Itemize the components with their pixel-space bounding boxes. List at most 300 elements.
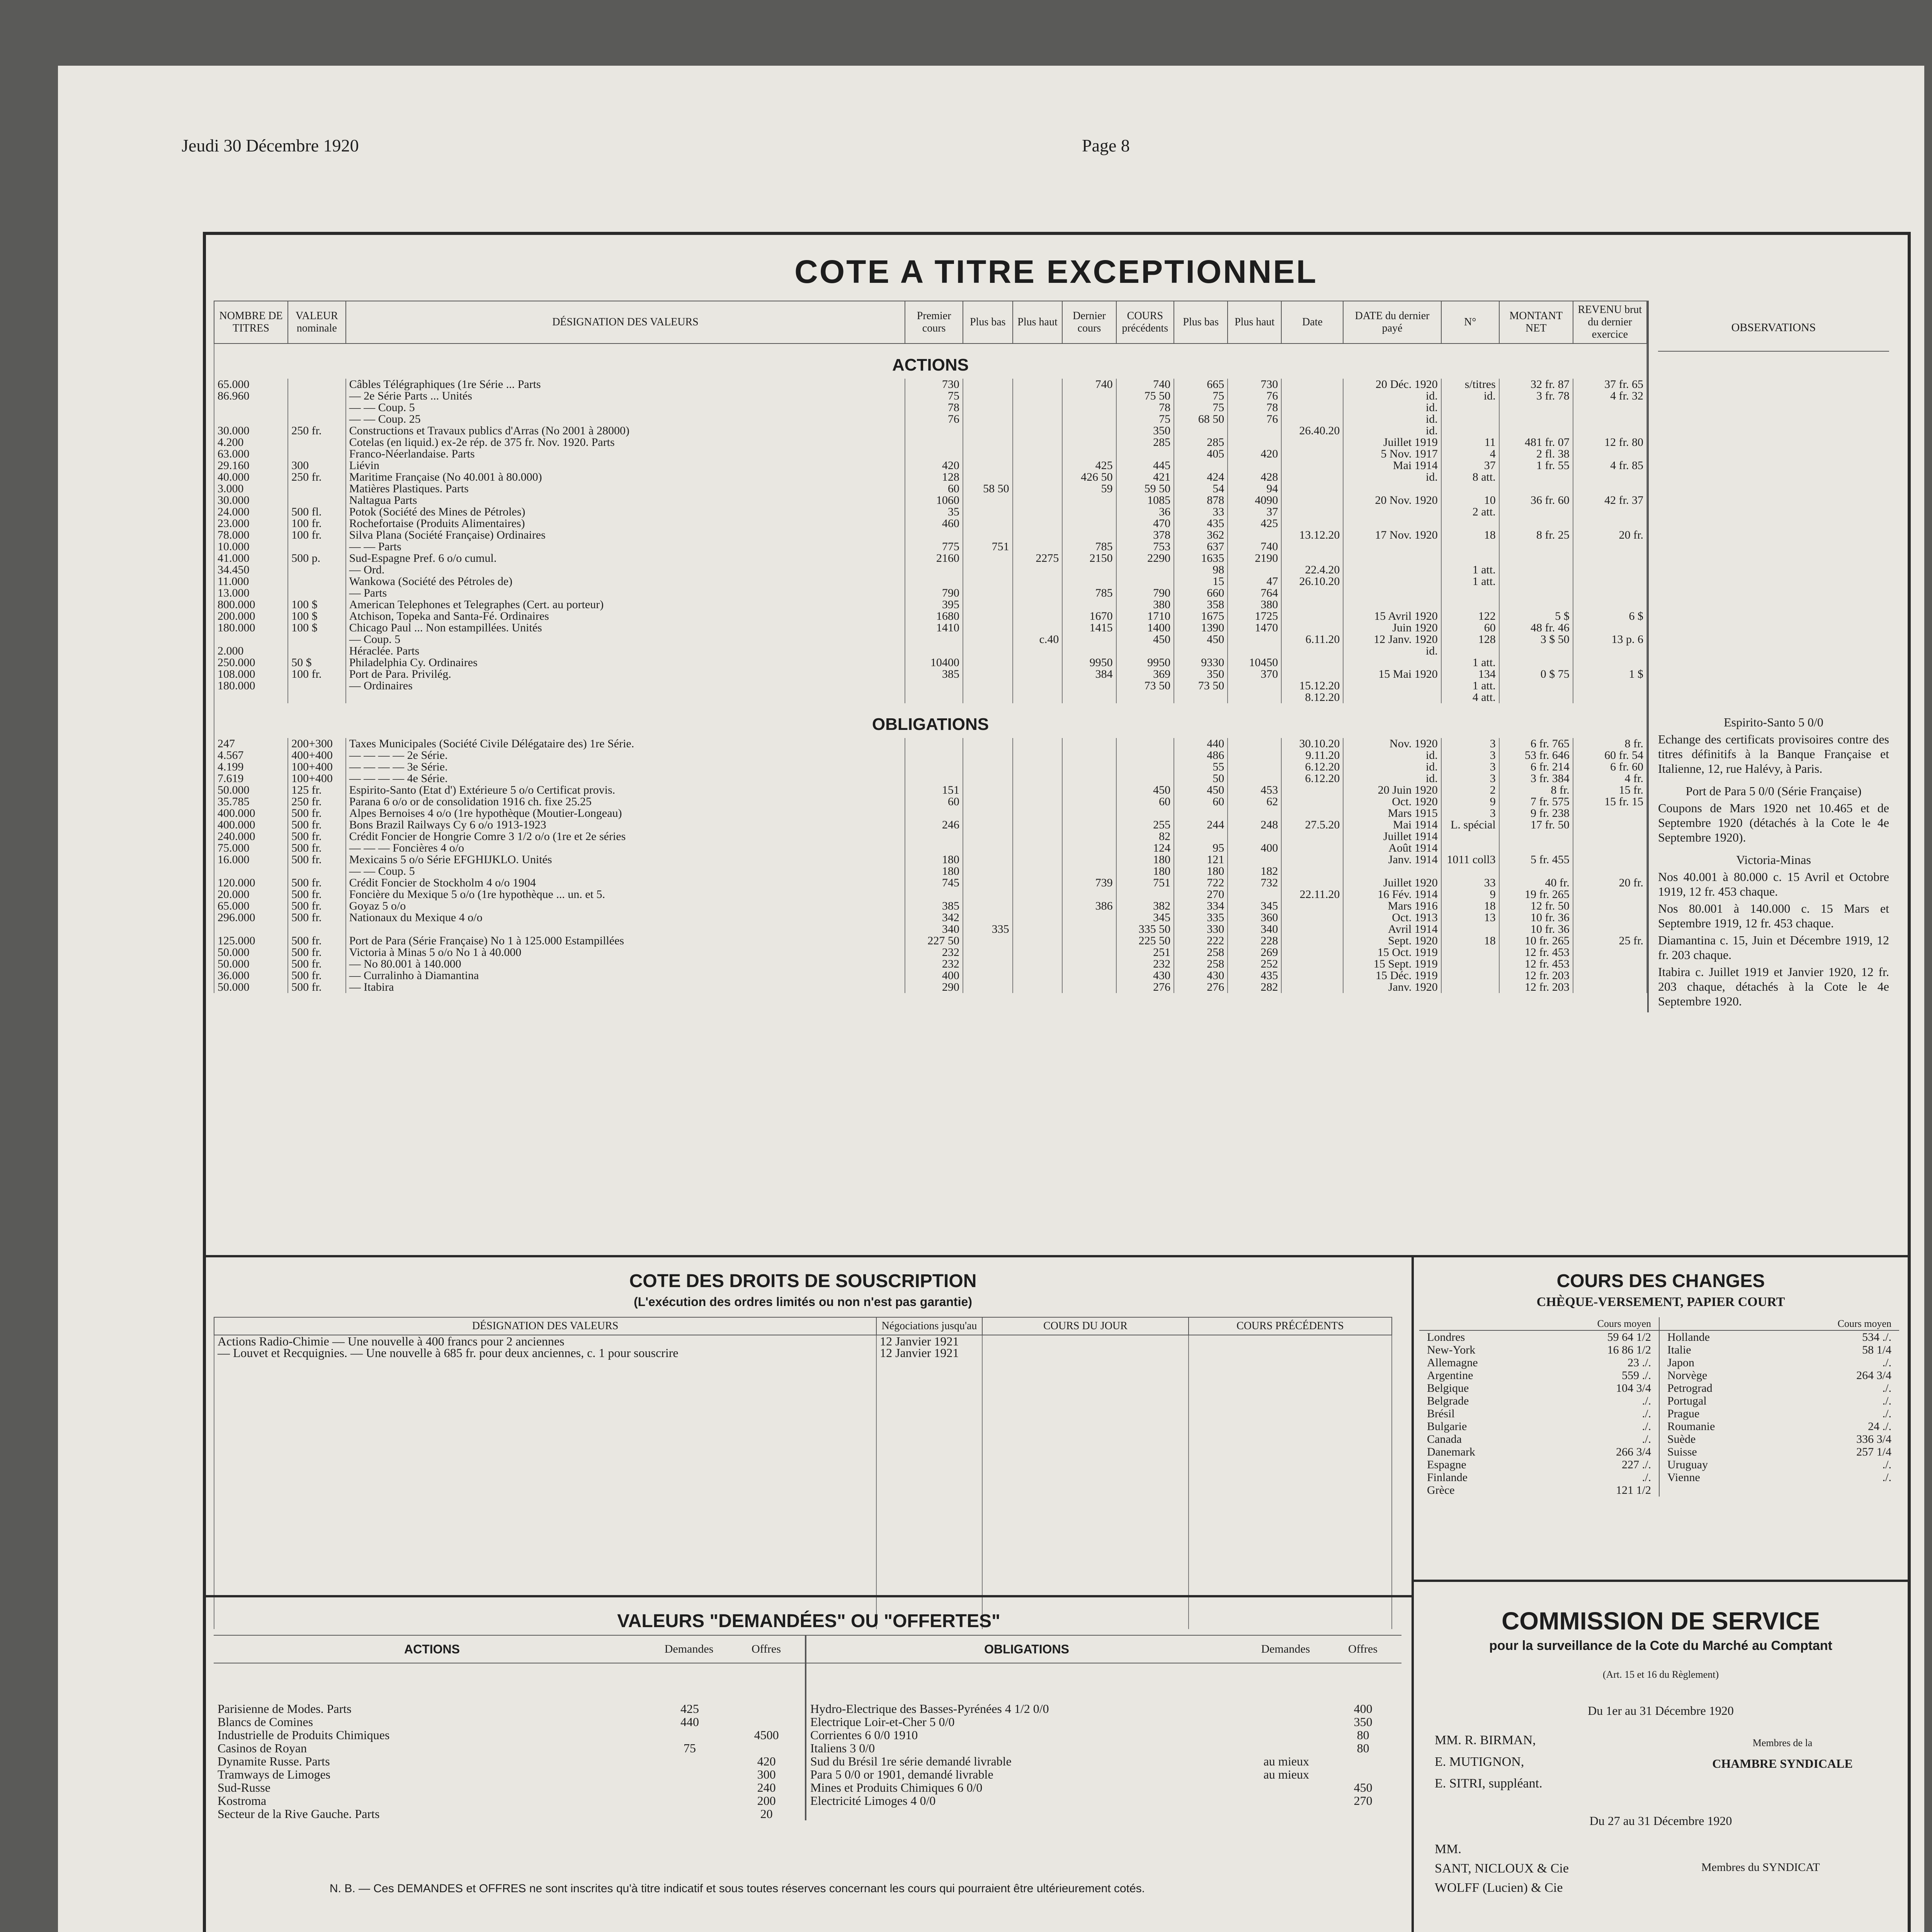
table-cell: 7.619 [214,773,288,784]
table-cell: 358 [1174,599,1228,611]
table-cell [1062,796,1116,808]
table-cell: 500 p. [288,553,346,564]
table-cell: 58 50 [963,483,1013,495]
table-cell [1013,495,1063,506]
table-cell [1013,877,1063,889]
table-cell: 9 [1441,796,1499,808]
table-cell: 78 [1116,402,1174,413]
table-cell [1573,553,1647,564]
droits-precedent [1189,1347,1392,1359]
demandee-name: Dynamite Russe. Parts [218,1754,330,1768]
demandees-note: N. B. — Ces DEMANDES et OFFRES ne sont inscrites qu'à titre indicatif et sous toutes réserves concernant les cours qui pourraient être ultérieurement cotés. [330,1882,1145,1895]
table-cell: 345 [1228,900,1281,912]
table-cell: 660 [1174,587,1228,599]
demandee-demande: 75 [683,1741,696,1755]
table-cell: 98 [1174,564,1228,576]
table-cell: 425 [1062,460,1116,471]
commission-member: MM. [1435,1842,1461,1856]
table-cell: 500 fl. [288,506,346,518]
table-cell [1013,866,1063,877]
table-cell [1228,680,1281,692]
table-cell: 29.160 [214,460,288,471]
table-cell [1573,970,1647,981]
table-cell [1062,518,1116,529]
table-cell [1174,692,1228,703]
table-cell: 380 [1116,599,1174,611]
table-cell: 3 [1441,750,1499,761]
table-cell: s/titres [1441,379,1499,390]
table-row [214,981,1647,993]
table-cell: 180 [1116,866,1174,877]
table-cell: 4 fr. 32 [1573,390,1647,402]
table-cell: 15 fr. 15 [1573,796,1647,808]
demandee-demande: 440 [680,1715,699,1729]
table-cell: 9 fr. 238 [1499,808,1573,819]
col-precedents: COURS précédents [1116,301,1174,344]
demandee-name: Sud du Brésil 1re série demandé livrable [810,1754,1012,1768]
table-cell: 108.000 [214,668,288,680]
demandee-demande [1248,1702,1325,1715]
table-cell: 180.000 [214,622,288,634]
table-cell: 732 [1228,877,1281,889]
table-cell [1013,808,1063,819]
table-cell [1228,634,1281,645]
table-cell [1343,541,1441,553]
table-cell: 258 [1174,958,1228,970]
table-cell: 6 fr. 214 [1499,761,1573,773]
table-row [214,541,1647,553]
table-cell: 460 [905,518,963,529]
table-cell: 500 fr. [288,819,346,831]
table-cell [905,645,963,657]
demandee-offre: 420 [757,1754,776,1768]
demandee-offre: 200 [757,1794,776,1808]
table-cell [1062,576,1116,587]
table-cell: 15 Mai 1920 [1343,668,1441,680]
table-cell: 180 [1116,854,1174,866]
demandee-row [214,1768,805,1781]
table-cell: — — Coup. 5 [346,866,905,877]
table-row [214,680,1647,692]
table-cell [1499,599,1573,611]
table-cell: 500 fr. [288,854,346,866]
table-cell: 425 [1228,518,1281,529]
table-cell: 26.40.20 [1281,425,1343,437]
table-cell [1013,842,1063,854]
table-cell: 78 [1228,402,1281,413]
table-cell [1062,958,1116,970]
changes-row [1419,1382,1659,1395]
table-cell [963,680,1013,692]
table-cell: 100 fr. [288,668,346,680]
table-cell [1062,634,1116,645]
table-cell [1281,657,1343,668]
table-cell [1013,692,1063,703]
table-cell: 369 [1116,668,1174,680]
table-cell: 12 fr. 80 [1573,437,1647,448]
table-cell [1013,576,1063,587]
table-cell: 400 [905,970,963,981]
table-cell: 36 [1116,506,1174,518]
table-row [214,402,1647,413]
table-cell: 878 [1174,495,1228,506]
changes-value: 16 86 1/2 [1607,1344,1651,1356]
table-cell [1228,761,1281,773]
table-cell [1062,495,1116,506]
table-cell: Maritime Française (No 40.001 à 80.000) [346,471,905,483]
changes-place: Roumanie [1667,1420,1715,1433]
table-cell [905,831,963,842]
table-cell [1281,970,1343,981]
table-cell: 730 [905,379,963,390]
table-cell: 1400 [1116,622,1174,634]
table-cell [1441,866,1499,877]
table-cell [1343,587,1441,599]
dem-actions-offres: Offres [751,1643,781,1655]
section-label: OBLIGATIONS [214,703,1647,738]
table-cell: Victoria à Minas 5 o/o No 1 à 40.000 [346,947,905,958]
table-cell: Juillet 1920 [1343,877,1441,889]
table-cell [1281,842,1343,854]
table-cell: Août 1914 [1343,842,1441,854]
demandee-name: Para 5 0/0 or 1901, demandé livrable [810,1767,993,1781]
commission-period2: Du 27 au 31 Décembre 1920 [1589,1814,1732,1828]
droits-title: COTE DES DROITS DE SOUSCRIPTION [629,1271,977,1291]
table-cell: 9330 [1174,657,1228,668]
dem-actions-header: ACTIONS [404,1642,460,1656]
droits-empty [1189,1359,1392,1629]
table-cell [1281,866,1343,877]
table-cell [1062,529,1116,541]
table-cell: 450 [1116,634,1174,645]
table-cell [1116,808,1174,819]
table-cell [1013,622,1063,634]
table-cell: 13.12.20 [1281,529,1343,541]
droits-date: 12 Janvier 1921 [876,1347,982,1359]
table-cell: 75 [905,390,963,402]
table-cell [1228,460,1281,471]
changes-row [1419,1369,1659,1382]
table-cell [1343,599,1441,611]
table-cell: Alpes Bernoises 4 o/o (1re hypothèque (Moutier-Longeau) [346,808,905,819]
table-cell [1228,564,1281,576]
table-cell [1343,657,1441,668]
table-cell [963,379,1013,390]
table-cell: Matières Plastiques. Parts [346,483,905,495]
table-cell: 60 fr. 54 [1573,750,1647,761]
table-cell: 15 Oct. 1919 [1343,947,1441,958]
table-cell: 296.000 [214,912,288,923]
table-cell [1441,923,1499,935]
table-cell [1441,402,1499,413]
changes-row [1419,1484,1659,1497]
changes-value: 264 3/4 [1856,1369,1891,1382]
table-cell [1573,831,1647,842]
commission-section [1419,1587,1902,1932]
table-row [214,784,1647,796]
table-row [214,877,1647,889]
table-cell: 2290 [1116,553,1174,564]
table-cell: 50.000 [214,981,288,993]
table-cell: 75 [1174,402,1228,413]
table-cell [905,634,963,645]
table-cell: 20 Déc. 1920 [1343,379,1441,390]
col-hebdo-bas: Plus bas [1174,301,1228,344]
table-cell: — Curralinho à Diamantina [346,970,905,981]
table-cell: 12 fr. 453 [1499,947,1573,958]
table-cell [288,541,346,553]
table-cell: Juin 1920 [1343,622,1441,634]
table-cell: — No 80.001 à 140.000 [346,958,905,970]
table-cell: 276 [1116,981,1174,993]
table-row [214,553,1647,564]
table-cell [963,958,1013,970]
table-cell: 50.000 [214,784,288,796]
table-cell: Sud-Espagne Pref. 6 o/o cumul. [346,553,905,564]
changes-value: ./. [1642,1395,1651,1407]
commission-period1: Du 1er au 31 Décembre 1920 [1588,1704,1734,1718]
table-cell [1573,483,1647,495]
droits-cours [982,1335,1189,1347]
table-cell: id. [1343,413,1441,425]
table-cell [905,738,963,750]
dem-oblig-demandes: Demandes [1261,1643,1310,1655]
table-cell [1013,587,1063,599]
table-cell [1228,808,1281,819]
table-cell: 10 fr. 36 [1499,923,1573,935]
table-cell [1228,437,1281,448]
col-nombre: NOMBRE DE TITRES [214,301,288,344]
table-cell [1013,947,1063,958]
table-cell [1062,506,1116,518]
table-cell: 400 [1228,842,1281,854]
commission-member: WOLFF (Lucien) & Cie [1435,1881,1563,1895]
table-cell [1062,437,1116,448]
table-cell: 2160 [905,553,963,564]
table-cell: 100+400 [288,773,346,784]
demandee-name: Sud-Russe [218,1781,270,1794]
table-cell: Janv. 1920 [1343,981,1441,993]
table-cell [1062,935,1116,947]
demandee-name: Kostroma [218,1794,267,1808]
table-cell [1013,425,1063,437]
table-cell: 227 50 [905,935,963,947]
commission-member: MM. R. BIRMAN, [1435,1733,1536,1747]
changes-place: Londres [1427,1331,1465,1344]
table-cell [1281,958,1343,970]
table-cell: 445 [1116,460,1174,471]
demandee-row [806,1702,1401,1715]
table-row [214,854,1647,866]
table-cell: 13 p. 6 [1573,634,1647,645]
table-cell [288,390,346,402]
table-cell: — — — — 4e Série. [346,773,905,784]
table-row [214,564,1647,576]
table-cell [1573,576,1647,587]
changes-row [1660,1395,1899,1407]
table-cell: 380 [1228,599,1281,611]
table-cell [1116,761,1174,773]
commission-members2 [1419,1840,1701,1898]
table-cell [1062,947,1116,958]
table-cell [963,981,1013,993]
table-cell: 11.000 [214,576,288,587]
table-cell [1573,958,1647,970]
dem-actions-demandes: Demandes [664,1643,714,1655]
changes-place: Italie [1667,1344,1691,1356]
table-cell: 11 [1441,437,1499,448]
table-cell: 128 [905,471,963,483]
table-cell [1573,900,1647,912]
table-cell [1174,808,1228,819]
table-cell: 740 [1228,541,1281,553]
demandee-name: Italiens 3 0/0 [810,1741,875,1755]
table-cell [1499,553,1573,564]
table-cell: 10 [1441,495,1499,506]
table-cell [1062,564,1116,576]
table-cell [1499,425,1573,437]
main-table-body [214,344,1647,993]
table-cell [1062,981,1116,993]
table-cell: 30.000 [214,495,288,506]
table-cell [346,923,905,935]
table-cell: 637 [1174,541,1228,553]
changes-row [1419,1420,1659,1433]
table-cell: 86.960 [214,390,288,402]
changes-value: ./. [1642,1407,1651,1420]
table-cell: Wankowa (Société des Pétroles de) [346,576,905,587]
table-cell [1573,645,1647,657]
droits-col-precedents: COURS PRÉCÉDENTS [1189,1317,1392,1335]
table-cell [963,506,1013,518]
changes-place: Japon [1667,1356,1694,1369]
table-cell: 122 [1441,611,1499,622]
table-cell: 15 [1174,576,1228,587]
table-cell: Rochefortaise (Produits Alimentaires) [346,518,905,529]
table-cell: 285 [1116,437,1174,448]
table-cell [1174,831,1228,842]
table-cell: 76 [905,413,963,425]
changes-value: 227 ./. [1622,1458,1651,1471]
table-cell [1343,506,1441,518]
table-cell: 12 Janv. 1920 [1343,634,1441,645]
changes-row [1660,1331,1899,1344]
table-row [214,622,1647,634]
table-cell [1116,773,1174,784]
table-cell [1116,692,1174,703]
table-cell [1062,970,1116,981]
table-cell [963,692,1013,703]
table-cell [963,900,1013,912]
table-cell [1228,645,1281,657]
table-cell: Espirito-Santo (Etat d') Extérieure 5 o/o Certificat provis. [346,784,905,796]
section-label-row [214,344,1647,379]
changes-place: Danemark [1427,1446,1475,1458]
table-cell: 180 [1174,866,1228,877]
table-cell [1573,889,1647,900]
changes-value: ./. [1642,1433,1651,1446]
table-cell: Crédit Foncier de Hongrie Comre 3 1/2 o/o (1re et 2e séries [346,831,905,842]
table-cell: 453 [1228,784,1281,796]
changes-subtitle: CHÈQUE-VERSEMENT, PAPIER COURT [1536,1295,1785,1309]
table-cell [288,576,346,587]
table-cell: 40.000 [214,471,288,483]
table-row [214,819,1647,831]
table-cell: 40 fr. [1499,877,1573,889]
table-cell: — — Parts [346,541,905,553]
changes-place: Uruguay [1667,1458,1708,1471]
table-cell: 248 [1228,819,1281,831]
changes-row [1419,1395,1659,1407]
demandee-offre: 450 [1354,1781,1372,1794]
table-cell: 100 fr. [288,529,346,541]
table-cell: 228 [1228,935,1281,947]
table-row [214,425,1647,437]
table-cell: 775 [905,541,963,553]
table-cell: 225 50 [1116,935,1174,947]
table-cell: Foncière du Mexique 5 o/o (1re hypothèque ... un. et 5. [346,889,905,900]
table-cell: 405 [1174,448,1228,460]
table-cell: 0 $ 75 [1499,668,1573,680]
table-cell: 36 fr. 60 [1499,495,1573,506]
table-cell [1013,738,1063,750]
table-cell: 37 fr. 65 [1573,379,1647,390]
newspaper-frame [203,232,1911,1932]
table-cell: 180 [905,854,963,866]
table-cell [1013,529,1063,541]
table-cell: 251 [1116,947,1174,958]
table-cell [214,634,288,645]
table-cell: 94 [1228,483,1281,495]
table-cell [963,773,1013,784]
table-cell [905,750,963,761]
demandee-offre: 270 [1354,1794,1372,1808]
table-row [214,970,1647,981]
changes-place: Petrograd [1667,1382,1713,1395]
table-cell: 5 fr. 455 [1499,854,1573,866]
table-cell [1281,553,1343,564]
table-cell: 270 [1174,889,1228,900]
table-cell [1013,784,1063,796]
table-cell: 10400 [905,657,963,668]
table-cell: 78 [905,402,963,413]
table-cell [1013,460,1063,471]
table-cell: 435 [1228,970,1281,981]
demandee-name: Electricité Limoges 4 0/0 [810,1794,936,1808]
table-cell: 420 [1228,448,1281,460]
table-cell: 384 [1062,668,1116,680]
table-cell: 385 [905,668,963,680]
table-cell [288,379,346,390]
table-row [214,413,1647,425]
droits-table [214,1317,1392,1629]
table-cell [963,796,1013,808]
table-row [214,495,1647,506]
droits-designation: Actions Radio-Chimie — Une nouvelle à 400 francs pour 2 anciennes [214,1335,876,1347]
table-cell [963,912,1013,923]
table-cell: 1635 [1174,553,1228,564]
table-cell: — Ordinaires [346,680,905,692]
table-cell [1573,692,1647,703]
table-cell: 751 [963,541,1013,553]
commission-syndicat: Membres du SYNDICAT [1701,1861,1820,1874]
changes-row [1419,1344,1659,1356]
table-cell: 250 fr. [288,425,346,437]
table-cell: 1390 [1174,622,1228,634]
table-row [214,668,1647,680]
table-cell: 100 $ [288,622,346,634]
table-cell [1013,390,1063,402]
